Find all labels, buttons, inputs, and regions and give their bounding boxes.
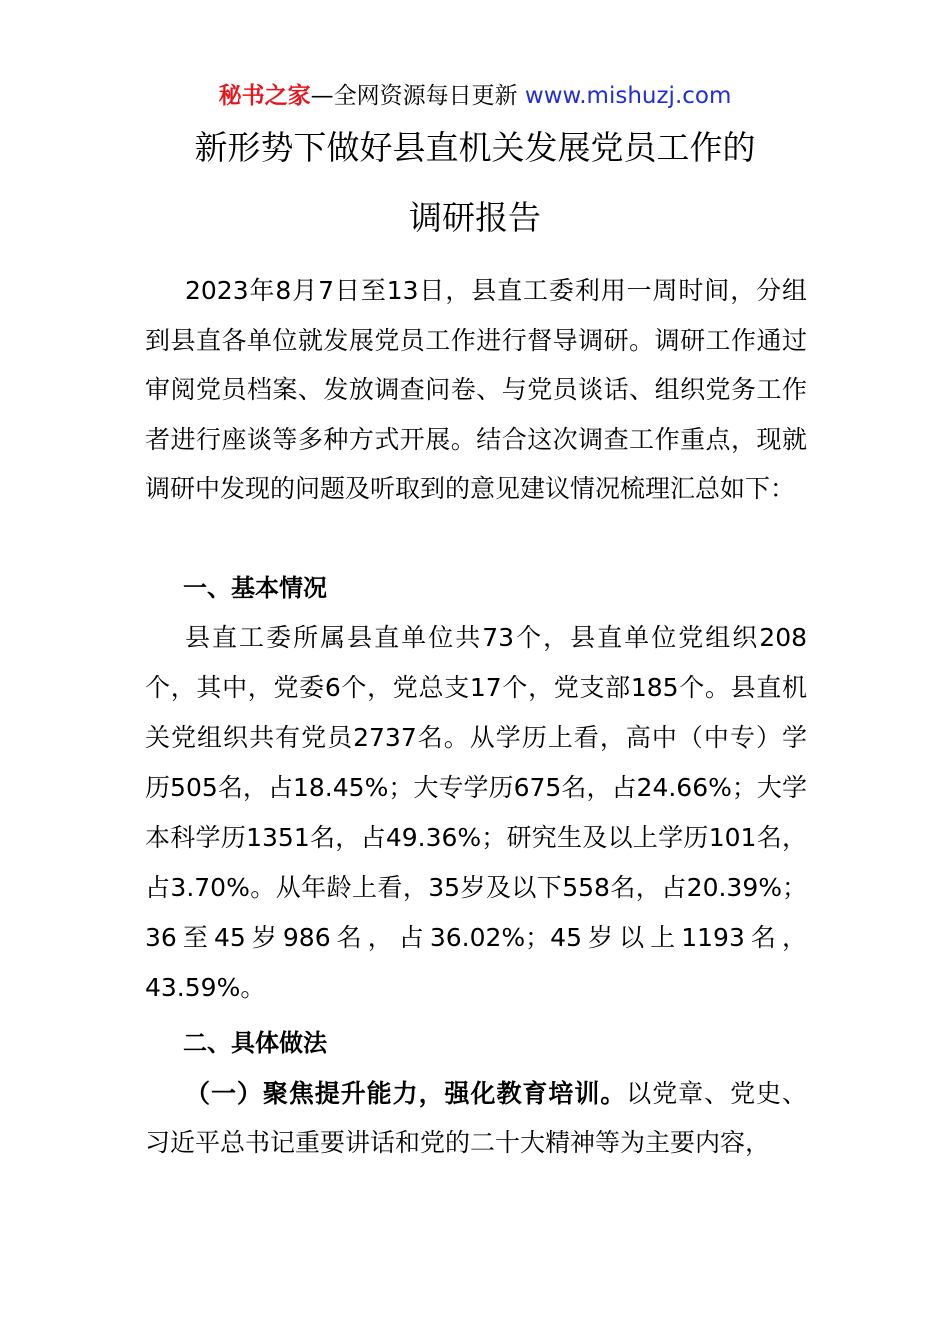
section-basic-situation xyxy=(145,563,807,1013)
header-tagline: —全网资源每日更新 xyxy=(310,83,518,109)
intro-section xyxy=(145,266,807,514)
subsection-heading-1: （一）聚焦提升能力，强化教育培训。 xyxy=(185,1078,627,1108)
document-title-line-1: 新形势下做好县直机关发展党员工作的 xyxy=(194,128,756,167)
intro-paragraph: 2023年8月7日至13日，县直工委利用一周时间，分组到县直各单位就发展党员工作进行督导调研。调研工作通过审阅党员档案、发放调查问卷、与党员谈话、组织党务工作者进行座谈等多种方式开展。结合这次调查工作重点，现就调研中发现的问题及听取到的意见建议情况梳理汇总如下： xyxy=(145,276,807,504)
subsection-1-body: 以党章、党史、习近平总书记重要讲话和党的二十大精神等为主要内容， xyxy=(145,1078,807,1158)
section-2-paragraph xyxy=(145,1069,807,1168)
brand-name: 秘书之家 xyxy=(218,83,311,109)
section-heading-1: 一、基本情况 xyxy=(183,574,327,602)
section-specific-practices xyxy=(145,1019,807,1168)
document-title-line-2: 调研报告 xyxy=(409,198,541,237)
site-header xyxy=(0,80,950,112)
section-heading-2: 二、具体做法 xyxy=(183,1029,327,1057)
section-1-paragraph: 县直工委所属县直单位共73个，县直单位党组织208个，其中，党委6个，党总支17个，党支部185个。县直机关党组织共有党员2737名。从学历上看，高中（中专）学历505名，占18.45%；大专学历675名，占24.66%；大学本科学历1351名，占49.36%；研究生及以上学历101名，占3.70%。从年龄上看，35岁及以下558名，占20.39%；36至45岁986名，占36.02%；45岁以上1193名，43.59%。 xyxy=(145,623,807,1002)
site-url-link[interactable]: www.mishuzj.com xyxy=(524,83,732,109)
